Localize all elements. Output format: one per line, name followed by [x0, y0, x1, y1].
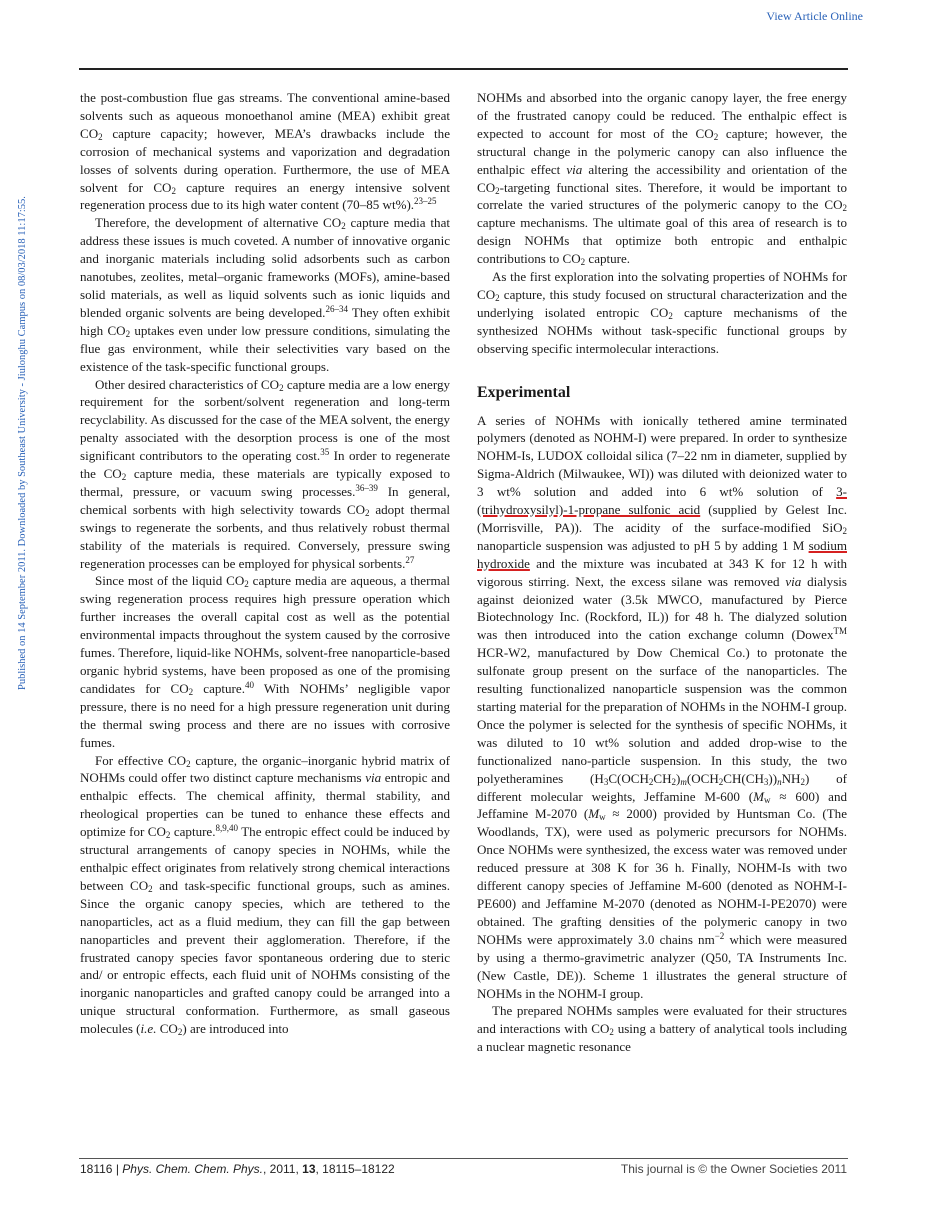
annotated-term-naoh[interactable]: sodium hydroxide: [477, 537, 847, 571]
footer-copyright: This journal is © the Owner Societies 2011: [620, 1162, 847, 1176]
paragraph-5: For effective $CO_2$ capture, the organic–inorganic hybrid matrix of NOHMs could offer two distinct capture mechanisms via entropic and enthalpic effects. The chemical affinity, thermal stability, and rheological properties can be tuned to enhance these effects and optimize for $CO_2$ capture.$^{8,9,40}$ The entropic effect could be induced by structural arrangements of canopy species in NOHMs, while the enthalpic effect originates from relatively strong chemical interactions between $CO_2$ and task-specific functional groups, such as amines. Since the organic canopy species, which are tethered to the nanoparticles, act as a fluid medium, they can fill the gap between nanoparticles and prevent their agglomeration. Therefore, if the frustrated canopy species favor spontaneous ordering due to steric and/ or entropic effects, each fluid unit of NOHMs consisting of the inorganic nanoparticles and grafted canopy could be arranged into a unique structural conformation. Furthermore, as small gaseous molecules (i.e. $CO_2$) are introduced into: [80, 752, 451, 1038]
bottom-rule: [79, 1158, 848, 1159]
top-rule: [79, 68, 848, 70]
paragraph-6: NOHMs and absorbed into the organic canopy layer, the free energy of the frustrated canopy could be reduced. The enthalpic effect is expected to account for most of the $CO_2$ capture; however, the structural change in the polymeric canopy can also influence the enthalpic effect via altering the accessibility and orientation of the $CO_2$-targeting functional sites. Therefore, it would be important to correlate the varied structures of the polymeric canopy to the $CO_2$ capture mechanisms. The ultimate goal of this area of research is to design NOHMs that optimize both entropic and enthalpic contributions to $CO_2$ capture.: [477, 90, 847, 268]
download-watermark: [5, 170, 28, 690]
left-column: [80, 89, 450, 1038]
paragraph-4: Since most of the liquid $CO_2$ capture media are aqueous, a thermal swing regeneration process requires high pressure operation which further increases the overall capital cost as well as the potential environmental impacts throughout the system caused by the corrosive fumes. Therefore, liquid-like NOHMs, solvent-free nanoparticle-based organic hybrid systems, have been proposed as one of the promising candidates for $CO_2$ capture.$^{40}$ With NOHMs’ negligible vapor pressure, there is no need for a high pressure regeneration unit during the thermal swing process and there are no issues with corrosive fumes.: [80, 573, 451, 750]
paragraph-1: the post-combustion flue gas streams. The conventional amine-based solvents such as aqueous monoethanol amine (MEA) exhibit great $CO_2$ capture capacity; however, MEA’s drawbacks include the corrosion of mechanical systems and vaporization and degradation losses of solvents during operation. Furthermore, the use of MEA solvent for $CO_2$ capture requires an energy intensive solvent regeneration process due to its high water content (70–85 wt%).$^{23-25}$: [80, 90, 450, 213]
citation[interactable]: 36–39: [355, 482, 378, 493]
annotated-term-silane[interactable]: 3-(trihydroxysilyl)-1-propane sulfonic acid: [477, 484, 847, 518]
right-column: [477, 89, 847, 1056]
citation[interactable]: 8,9,40: [215, 823, 238, 834]
paragraph-2: Therefore, the development of alternative $CO_2$ capture media that address these issues is much coveted. A number of innovative organic and inorganic materials including solid adsorbents such as carbon nanotubes, zeolites, metal–organic frameworks (MOFs), amine-based solid materials, as well as liquid solvents such as ionic liquids and blended organic solvents are being developed.$^{26-34}$ They often exhibit high $CO_2$ uptakes even under low pressure conditions, simulating the flue gas environment, while their selectivities vary based on the existence of the task-specific functional groups.: [80, 215, 450, 374]
citation[interactable]: 27: [405, 554, 415, 565]
journal-name: Phys. Chem. Chem. Phys.: [122, 1162, 263, 1176]
footer-citation: 18116 | Phys. Chem. Chem. Phys., 2011, 13, 18115–18122: [80, 1162, 395, 1176]
section-heading-experimental: Experimental: [477, 383, 571, 401]
citation[interactable]: 35: [320, 447, 330, 458]
copyright-icon: ©: [698, 1162, 708, 1176]
citation[interactable]: 40: [244, 679, 254, 690]
citation[interactable]: 26–34: [325, 303, 348, 314]
citation[interactable]: 23–25: [414, 196, 437, 207]
paragraph-8: A series of NOHMs with ionically tethered amine terminated polymers (denoted as NOHM-I) were prepared. In order to synthesize NOHM-Is, LUDOX colloidal silica (7–22 nm in diameter, supplied by Sigma-Aldrich (Milwaukee, WI)) was diluted with deionized water to 3 wt% solution and added into 6 wt% solution of 3-(trihydroxysilyl)-1-propane sulfonic acid (supplied by Gelest Inc. (Morrisville, PA)). The acidity of the surface-modified SiO$_2$ nanoparticle suspension was adjusted to pH 5 by adding 1 M sodium hydroxide and the mixture was incubated at 343 K for 12 h with vigorous stirring. Next, the excess silane was removed via dialysis against deionized water (3.5k MWCO, manufactured by Pierce Biotechnology Inc. (Rockford, IL)) for 48 h. The dialyzed solution was then introduced into the cation exchange column (Dowex™ HCR-W2, manufactured by Dow Chemical Co.) to protonate the sulfonate group present on the surface of the nanoparticles. The resulting functionalized nanoparticle suspension was the common starting material for the preparation of NOHMs in the NOHM-I group. Once the polymer is selected for the synthesis of specific NOHMs, it was diluted to 10 wt% solution and added drop-wise to the functionalized nano-particle suspension. In this study, the two polyetheramines $(H_3C(OCH_2CH_2)_m(OCH_2CH(CH_3))_nNH_2)$ of different molecular weights, Jeffamine M-600 $(M_w \approx 600)$ and Jeffamine M-2070 $(M_w \approx 2000)$ provided by Huntsman Co. (The Woodlands, TX), were used as polymeric precursors for NOHMs. Once NOHMs were synthesized, the excess water was removed under reduced pressure at 308 K for 36 h. Finally, NOHM-Is with two different canopy species of Jeffamine M-600 (denoted as NOHM-I-PE600) and Jeffamine M-2070 (denoted as NOHM-I-PE2070) were obtained. The grafting densities of the polymeric canopy in two NOHMs were approximately 3.0 chains $nm^{-2}$ which were measured by using a thermo-gravimetric analyzer (Q50, TA Instruments Inc. (New Castle, DE)). Scheme 1 illustrates the general structure of NOHMs in the NOHM-I group.: [477, 412, 848, 1001]
paragraph-3: Other desired characteristics of $CO_2$ capture media are a low energy requirement for the sorbent/solvent regeneration and long-term recyclability. As discussed for the case of the MEA solvent, the energy penalty associated with the desorption process is one of the most significant contributors to the operating cost.$^{35}$ In order to regenerate the $CO_2$ capture media, these materials are typically exposed to thermal, pressure, or vacuum swing processes.$^{36-39}$ In general, chemical sorbents with high selectivity towards $CO_2$ adopt thermal swings to regenerate the sorbents, and thus relatively robust thermal stability of the materials is required. Conversely, pressure swing regeneration processes can be employed for physical sorbents.$^{27}$: [80, 376, 451, 571]
paragraph-7: As the first exploration into the solvating properties of NOHMs for $CO_2$ capture, this study focused on structural characterization and the underlying isolated entropic $CO_2$ capture mechanisms of the synthesized NOHMs without task-specific functional groups by observing specific intermolecular interactions.: [477, 269, 847, 356]
download-watermark-text: Published on 14 September 2011. Downloaded by Southeast University - Jiulonghu Campus on 08/03/2018 11:17:55.: [17, 196, 28, 690]
volume-number: 13: [302, 1162, 316, 1176]
paragraph-9: The prepared NOHMs samples were evaluated for their structures and interactions with $CO_2$ using a battery of analytical tools including a nuclear magnetic resonance: [477, 1003, 847, 1055]
view-article-online-link[interactable]: View Article Online: [766, 9, 863, 23]
page-number: 18116: [80, 1162, 113, 1176]
